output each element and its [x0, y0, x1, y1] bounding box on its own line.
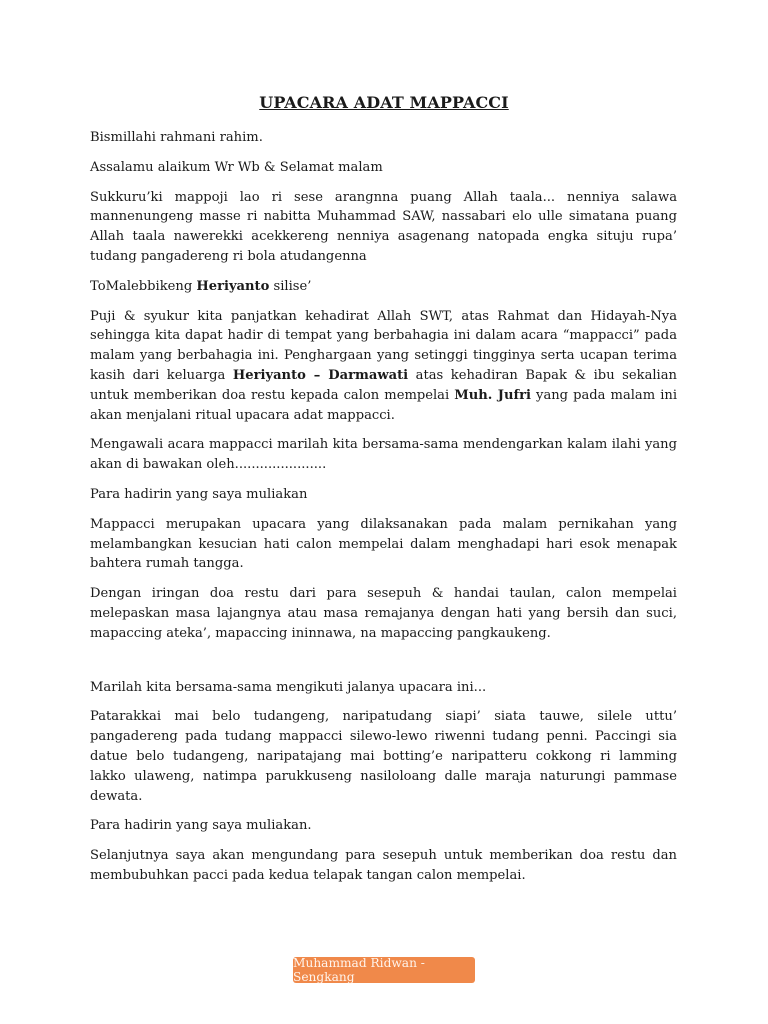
host-address-suffix: silise’	[269, 278, 312, 294]
paragraph-greeting: Assalamu alaikum Wr Wb & Selamat malam	[90, 159, 383, 175]
groom-name: Muh. Jufri	[454, 387, 531, 403]
footer-author-badge	[293, 957, 475, 983]
family-name: Heriyanto – Darmawati	[232, 367, 409, 383]
document-body	[90, 128, 677, 896]
paragraph-mappacci-meaning: Mappacci merupakan upacara yang dilaksanakan pada malam pernikahan yang melambangkan kesucian hati calon mempelai dalam menghadapi hari esok menapak bahtera rumah tangga.	[90, 516, 677, 572]
thanks-part-a: Puji & syukur kita panjatkan kehadirat Allah SWT, atas Rahmat dan Hidayah-Nya sehingga kita dapat hadir di tempat yang berbahagia ini dalam acara “mappacci” pada malam yang berbahagia ini. Penghargaan yang setinggi tingginya serta ucapan terima kasih dari keluarga	[90, 308, 677, 383]
paragraph-opening-prayer: Sukkuru’ki mappoji lao ri sese arangnna puang Allah taala... nenniya salawa mannenungeng masse ri nabitta Muhammad SAW, nassabari elo ulle simatana puang Allah taala nawerekki acekkereng nenniya asagenang natopada engka situju rupa’ tudang pangadereng ri bola atudangenna	[90, 189, 677, 264]
host-address-prefix: ToMalebbikeng	[90, 278, 197, 294]
thanks-part-b: atas kehadiran Bapak & ibu sekalian untuk memberikan doa restu kepada calon mempelai	[90, 367, 677, 403]
paragraph-audience-1: Para hadirin yang saya muliakan	[90, 486, 308, 502]
paragraph-follow-ceremony: Marilah kita bersama-sama mengikuti jalanya upacara ini...	[90, 679, 487, 695]
paragraph-bugis-verse: Patarakkai mai belo tudangeng, naripatudang siapi’ siata tauwe, silele uttu’ pangadereng pada tudang mappacci silewo-lewo riwenni tudang penni. Paccingi sia datue belo tudangeng, naripatajang mai botting’e naripatteru cokkong ri lamming lakko ulaweng, natimpa parukkuseng nasiloloang dalle maraja naturungi pammase dewata.	[90, 709, 677, 804]
document-title: UPACARA ADAT MAPPACCI	[259, 93, 509, 112]
paragraph-audience-2: Para hadirin yang saya muliakan.	[90, 818, 312, 834]
paragraph-thanks	[90, 307, 677, 426]
thanks-part-c: yang pada malam ini akan menjalani ritual upacara adat mappacci.	[90, 387, 678, 423]
host-name: Heriyanto	[196, 278, 270, 294]
paragraph-basmalah: Bismillahi rahmani rahim.	[90, 130, 263, 145]
footer-author-label: Muhammad Ridwan - Sengkang	[293, 956, 425, 984]
paragraph-invitation: Selanjutnya saya akan mengundang para sesepuh untuk memberikan doa restu dan membubuhkan pacci pada kedua telapak tangan calon mempelai.	[90, 848, 677, 883]
paragraph-blessing: Dengan iringan doa restu dari para sesepuh & handai taulan, calon mempelai melepaskan masa lajangnya atau masa remajanya dengan hati yang bersih dan suci, mapaccing ateka’, mapaccing ininnawa, na mapaccing pangkaukeng.	[90, 586, 677, 641]
paragraph-kalam-ilahi: Mengawali acara mappacci marilah kita bersama-sama mendengarkan kalam ilahi yang akan di bawakan oleh......................	[90, 437, 677, 473]
paragraph-host-address	[90, 277, 677, 297]
